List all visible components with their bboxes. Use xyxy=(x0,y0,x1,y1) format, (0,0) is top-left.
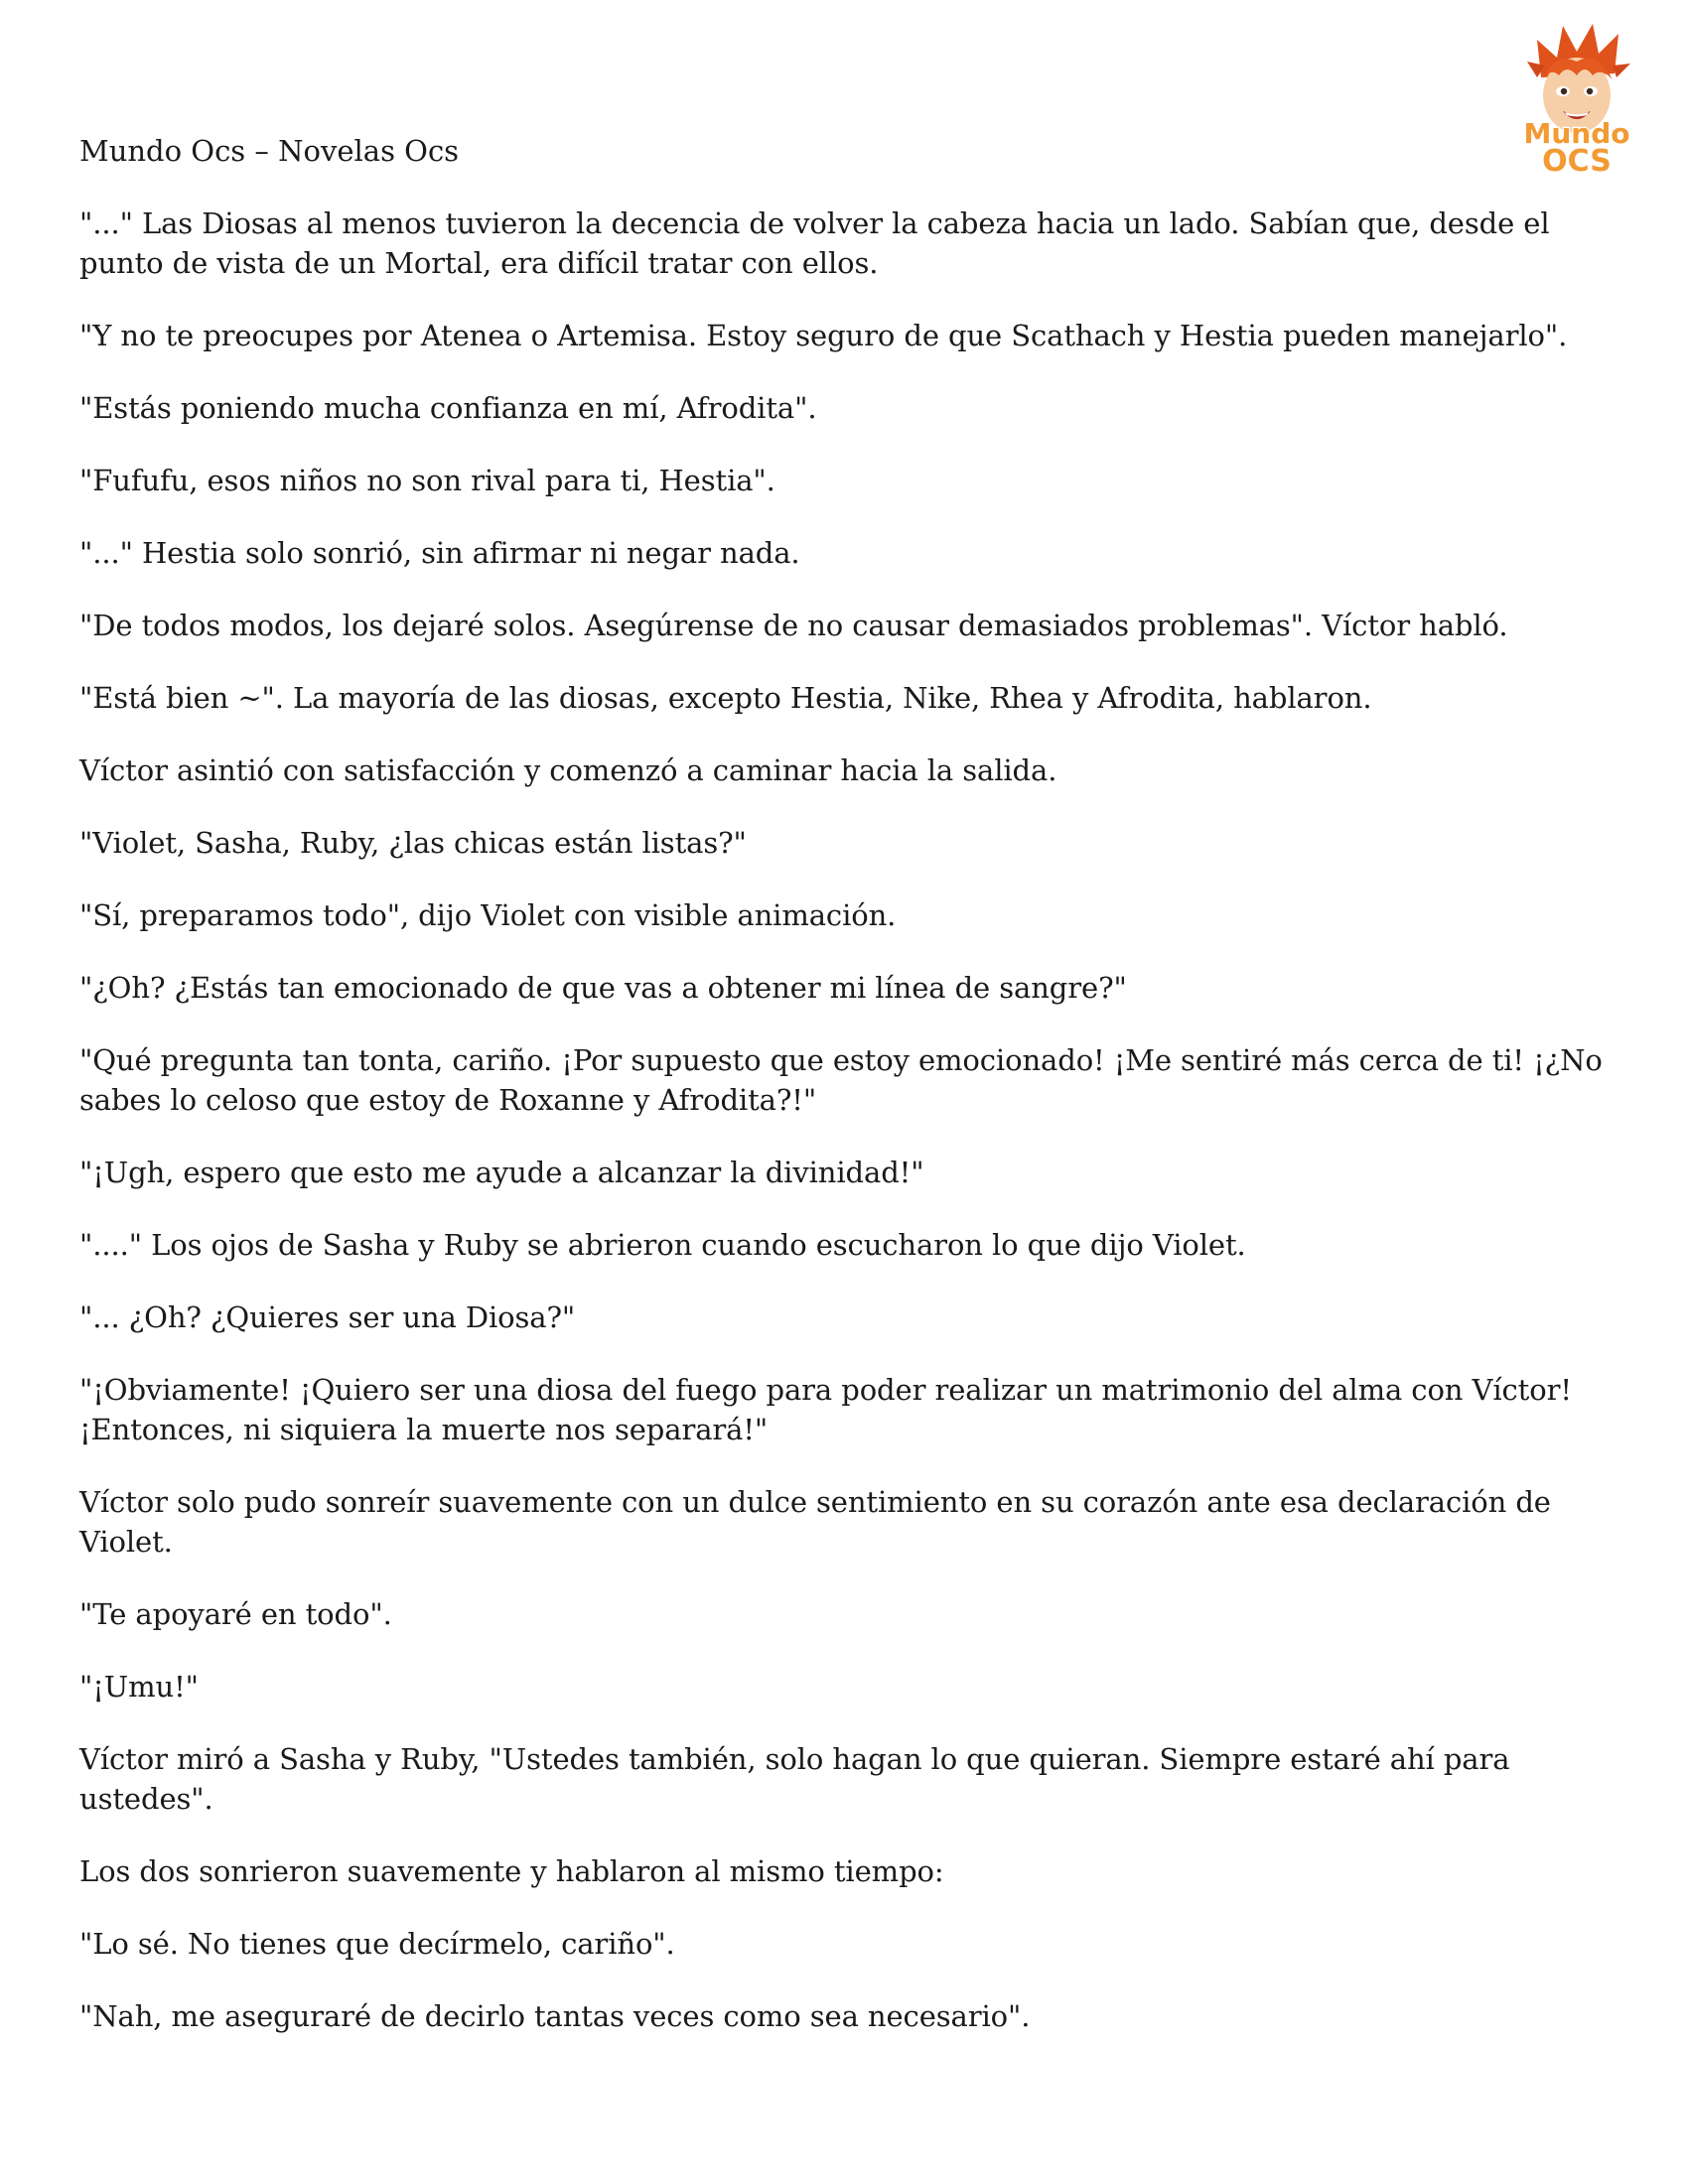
paragraph: Víctor asintió con satisfacción y comenzó a caminar hacia la salida. xyxy=(79,753,1057,787)
paragraph: "Está bien ~". La mayoría de las diosas, excepto Hestia, Nike, Rhea y Afrodita, hablaron. xyxy=(79,681,1372,715)
paragraph: "..." Hestia solo sonrió, sin afirmar ni negar nada. xyxy=(79,536,800,570)
paragraph: Víctor miró a Sasha y Ruby, "Ustedes también, solo hagan lo que quieran. Siempre estaré ahí para ustedes". xyxy=(79,1742,1510,1816)
paragraph: Víctor solo pudo sonreír suavemente con un dulce sentimiento en su corazón ante esa declaración de Violet. xyxy=(79,1485,1551,1559)
mundo-ocs-logo xyxy=(1497,18,1656,177)
paragraph: Los dos sonrieron suavemente y hablaron al mismo tiempo: xyxy=(79,1854,944,1888)
paragraph: "... ¿Oh? ¿Quieres ser una Diosa?" xyxy=(79,1300,576,1334)
paragraph: "...." Los ojos de Sasha y Ruby se abrieron cuando escucharon lo que dijo Violet. xyxy=(79,1228,1246,1262)
document-body xyxy=(79,204,1628,2069)
paragraph: "Violet, Sasha, Ruby, ¿las chicas están listas?" xyxy=(79,826,747,860)
paragraph: "Sí, preparamos todo", dijo Violet con visible animación. xyxy=(79,898,897,932)
logo-word-bottom: OCS xyxy=(1542,144,1612,177)
paragraph: "¿Oh? ¿Estás tan emocionado de que vas a obtener mi línea de sangre?" xyxy=(79,971,1127,1005)
paragraph: "Qué pregunta tan tonta, cariño. ¡Por supuesto que estoy emocionado! ¡Me sentiré más cerca de ti! ¡¿No sabes lo celoso que estoy de Roxanne y Afrodita?!" xyxy=(79,1043,1603,1117)
paragraph: "Nah, me aseguraré de decirlo tantas veces como sea necesario". xyxy=(79,1999,1031,2033)
paragraph: "..." Las Diosas al menos tuvieron la decencia de volver la cabeza hacia un lado. Sabían que, desde el punto de vista de un Mortal, era difícil tratar con ellos. xyxy=(79,206,1550,280)
logo-word-top: Mundo xyxy=(1523,117,1630,150)
paragraph: "Lo sé. No tienes que decírmelo, cariño". xyxy=(79,1927,675,1961)
paragraph: "De todos modos, los dejaré solos. Asegúrense de no causar demasiados problemas". Víctor habló. xyxy=(79,609,1508,642)
paragraph: "¡Umu!" xyxy=(79,1670,199,1704)
paragraph: "¡Obviamente! ¡Quiero ser una diosa del fuego para poder realizar un matrimonio del alma con Víctor! ¡Entonces, ni siquiera la muerte nos separará!" xyxy=(79,1373,1572,1446)
paragraph: "Te apoyaré en todo". xyxy=(79,1597,392,1631)
paragraph: "Estás poniendo mucha confianza en mí, Afrodita". xyxy=(79,391,817,425)
page-header: Mundo Ocs – Novelas Ocs xyxy=(79,134,460,168)
paragraph: "¡Ugh, espero que esto me ayude a alcanzar la divinidad!" xyxy=(79,1156,924,1189)
paragraph: "Fufufu, esos niños no son rival para ti, Hestia". xyxy=(79,464,775,497)
paragraph: "Y no te preocupes por Atenea o Artemisa. Estoy seguro de que Scathach y Hestia pueden manejarlo". xyxy=(79,319,1568,352)
